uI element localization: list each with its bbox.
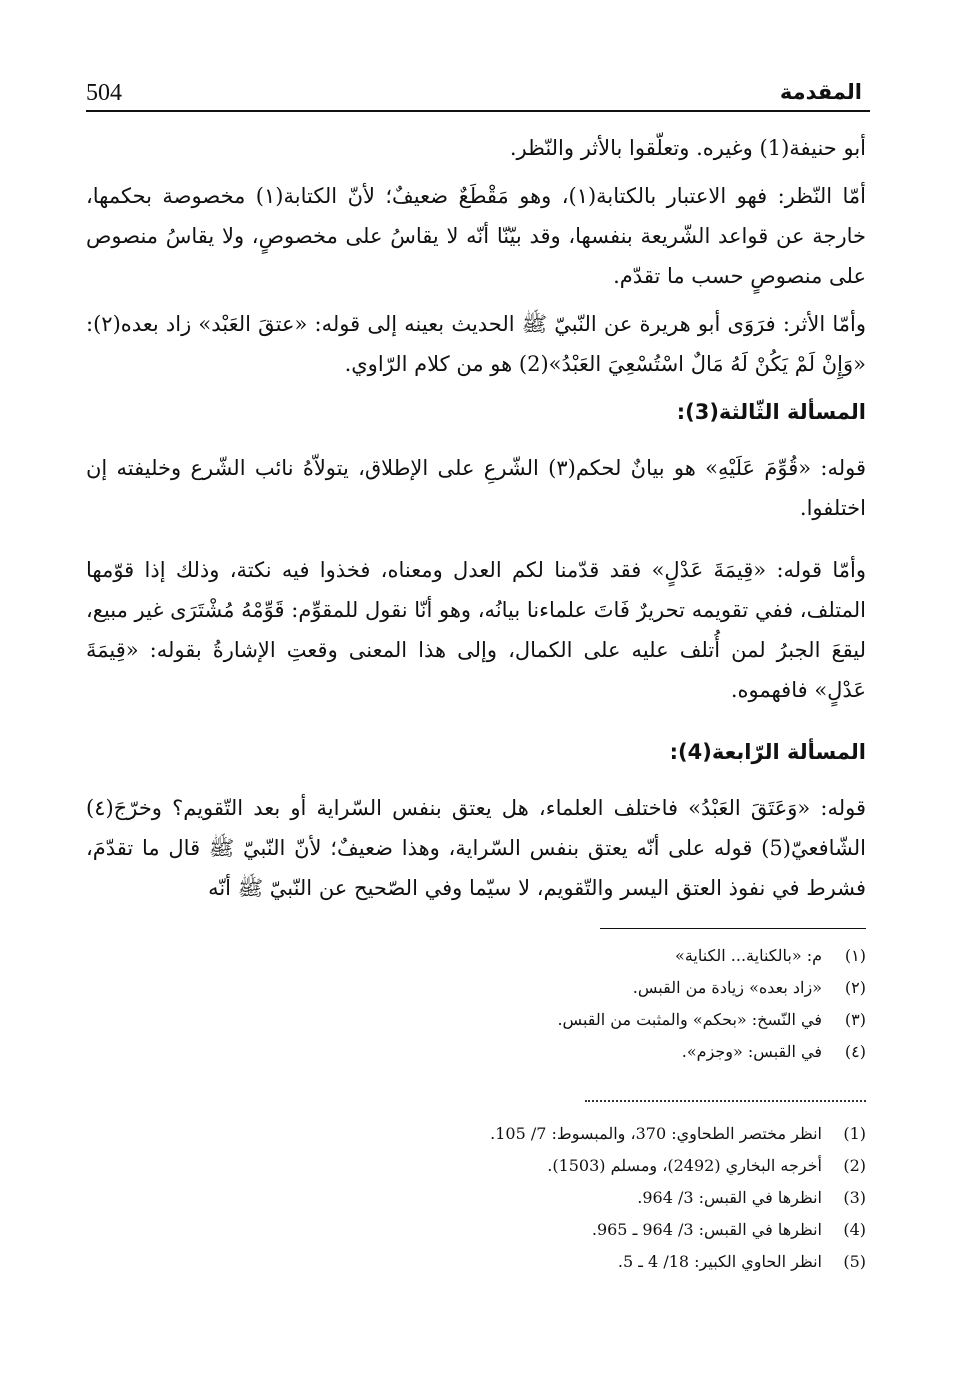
footnote-text: في النّسخ: «بحكم» والمثبت من القبس.: [557, 1010, 822, 1029]
footnote-number: (1): [843, 1124, 866, 1143]
main-text: [86, 128, 866, 916]
footnote: [86, 972, 866, 1004]
paragraph: أمّا النّظر: فهو الاعتبار بالكتابة(١)، وهو مَقْطَعٌ ضعيفٌ؛ لأنّ الكتابة(١) مخصوصة بحكمها، خارجة عن قواعد الشّريعة بنفسها، وقد بيّنّا أنّه لا يقاسُ على مخصوصٍ، ولا يقاسُ منصوص على منصوصٍ حسب ما تقدّم.: [86, 184, 866, 288]
footnote-text: «زاد بعده» زيادة من القبس.: [632, 978, 822, 997]
footnote-text: انظرها في القبس: 3/ 964.: [637, 1188, 822, 1207]
footnote-text: انظر الحاوي الكبير: 18/ 4 ـ 5.: [617, 1252, 822, 1271]
footnote-text: م: «بالكناية... الكناية»: [675, 946, 822, 965]
section-heading: المسألة الثّالثة(3):: [676, 400, 866, 424]
footnote: [86, 1118, 866, 1150]
footnote-text: أخرجه البخاري (2492)، ومسلم (1503).: [547, 1156, 822, 1175]
reference-footnotes: [86, 1118, 866, 1278]
footnote: [86, 940, 866, 972]
footnote-number: (١): [844, 946, 866, 965]
footnote-text: في القبس: «وجزم».: [681, 1042, 822, 1061]
paragraph: أبو حنيفة(1) وغيره. وتعلّقوا بالأثر والنّظر.: [509, 136, 866, 160]
footnote-number: (4): [843, 1220, 866, 1239]
running-header-title: المقدمة: [779, 80, 862, 104]
header-rule: [86, 110, 870, 112]
footnote: [86, 1150, 866, 1182]
paragraph: قوله: «وَعَتَقَ العَبْدُ» فاختلف العلماء، هل يعتق بنفس السّراية أو بعد التّقويم؟ وخرّجَ(٤) الشّافعيّ(5) قوله على أنّه يعتق بنفس السّراية، وهذا ضعيفٌ؛ لأنّ النّبيّ ﷺ قال ما تقدّمَ، فشرط في نفوذ العتق اليسر والتّقويم، لا سيّما وفي الصّحيح عن النّبيّ ﷺ أنّه: [86, 796, 866, 900]
footnote: [86, 1214, 866, 1246]
footnote-number: (3): [843, 1188, 866, 1207]
footnote-text: انظر مختصر الطحاوي: 370، والمبسوط: 7/ 105.: [490, 1124, 822, 1143]
footnote-rule: [600, 928, 866, 929]
manuscript-footnotes: [86, 940, 866, 1068]
footnote: [86, 1036, 866, 1068]
footnote-number: (٢): [844, 978, 866, 997]
paragraph: وأمّا الأثر: فرَوَى أبو هريرة عن النّبيّ ﷺ الحديث بعينه إلى قوله: «عتقَ العَبْد» زاد بعده(٢): «وَإِنْ لَمْ يَكُنْ لَهُ مَالٌ اسْتُسْعِيَ العَبْدُ»(2) هو من كلام الرّاوي.: [86, 312, 866, 376]
footnote-number: (٣): [844, 1010, 866, 1029]
paragraph: قوله: «قُوِّمَ عَلَيْهِ» هو بيانٌ لحكم(٣) الشّرعِ على الإطلاق، يتولاّهُ نائب الشّرع وخليفته إن اختلفوا.: [86, 456, 866, 520]
footnote: [86, 1004, 866, 1036]
dotted-separator: [585, 1100, 866, 1102]
footnote-number: (5): [843, 1252, 866, 1271]
page-number: 504: [86, 80, 122, 106]
footnote-text: انظرها في القبس: 3/ 964 ـ 965.: [591, 1220, 822, 1239]
footnote-number: (٤): [844, 1042, 866, 1061]
footnote-number: (2): [843, 1156, 866, 1175]
footnote: [86, 1246, 866, 1278]
footnote: [86, 1182, 866, 1214]
paragraph: وأمّا قوله: «قِيمَةَ عَدْلٍ» فقد قدّمنا لكم العدل ومعناه، فخذوا فيه نكتة، وذلك إذا قوّمها المتلف، ففي تقويمه تحريرٌ فَاتَ علماءنا بيانُه، وهو أنّا نقول للمقوِّم: قَوِّمْهُ مُشْتَرَى غير مبيع، ليقعَ الجبرُ لمن أُتلف عليه على الكمال، وإلى هذا المعنى وقعتِ الإشارةُ بقوله: «قِيمَةَ عَدْلٍ» فافهموه.: [86, 558, 866, 702]
section-heading: المسألة الرّابعة(4):: [669, 740, 866, 764]
